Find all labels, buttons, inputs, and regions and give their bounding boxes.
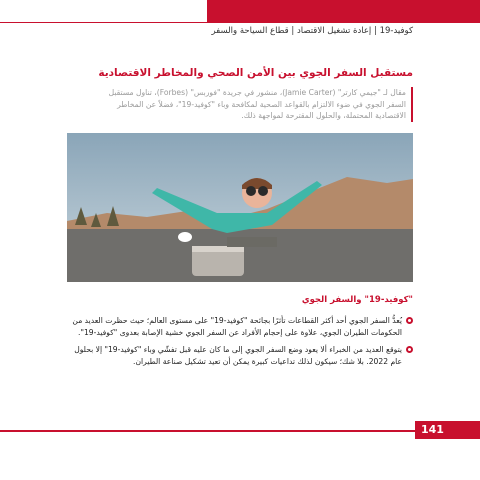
list-item: [67, 315, 413, 338]
bullet-list: [67, 315, 413, 373]
header-breadcrumb: كوفيد-19 | إعادة تشغيل الاقتصاد | قطاع السياحة والسفر: [211, 26, 413, 36]
page-number: 141: [415, 421, 480, 439]
list-item: [67, 344, 413, 367]
article-intro: مقال لـ "جيمي كارتر" (Jamie Carter)، منشور في جريدة "فوربس" (Forbes)، تناول مستقبل السفر الجوي في ضوء الالتزام بالقواعد الصحية لمكافحة وباء "كوفيد-19"، فضلاً عن المخاطر الاقتصادية المحتملة، والحلول المقترحة لمواجهة ذلك.: [106, 87, 413, 122]
bullet-text: يُعدُّ السفر الجوي أحد أكثر القطاعات تأثرًا بجائحة "كوفيد-19" على مستوى العالم؛ حيث حظرت العديد من الحكومات الطيران الجوي، علاوة على إحجام الأفراد عن السفر الجوي خشية الإصابة بعدوى "كوفيد-19".: [72, 316, 402, 337]
section-heading: "كوفيد-19" والسفر الجوي: [301, 295, 413, 305]
bullet-text: يتوقع العديد من الخبراء ألا يعود وضع السفر الجوي إلى ما كان عليه قبل تفشّي وباء "كوفيد-19" إلا بحلول عام 2022. بلا شك؛ سيكون لذلك تداعيات كبيرة يمكن أن تعيد تشكيل صناعة الطيران.: [74, 345, 402, 366]
bullet-icon: [406, 317, 413, 324]
article-photo: [67, 133, 413, 282]
footer-rule: [0, 430, 415, 432]
header-rule: [0, 22, 480, 23]
bullet-icon: [406, 346, 413, 353]
header-accent-bar: [207, 0, 480, 22]
article-title: مستقبل السفر الجوي بين الأمن الصحي والمخاطر الاقتصادية: [98, 67, 413, 79]
